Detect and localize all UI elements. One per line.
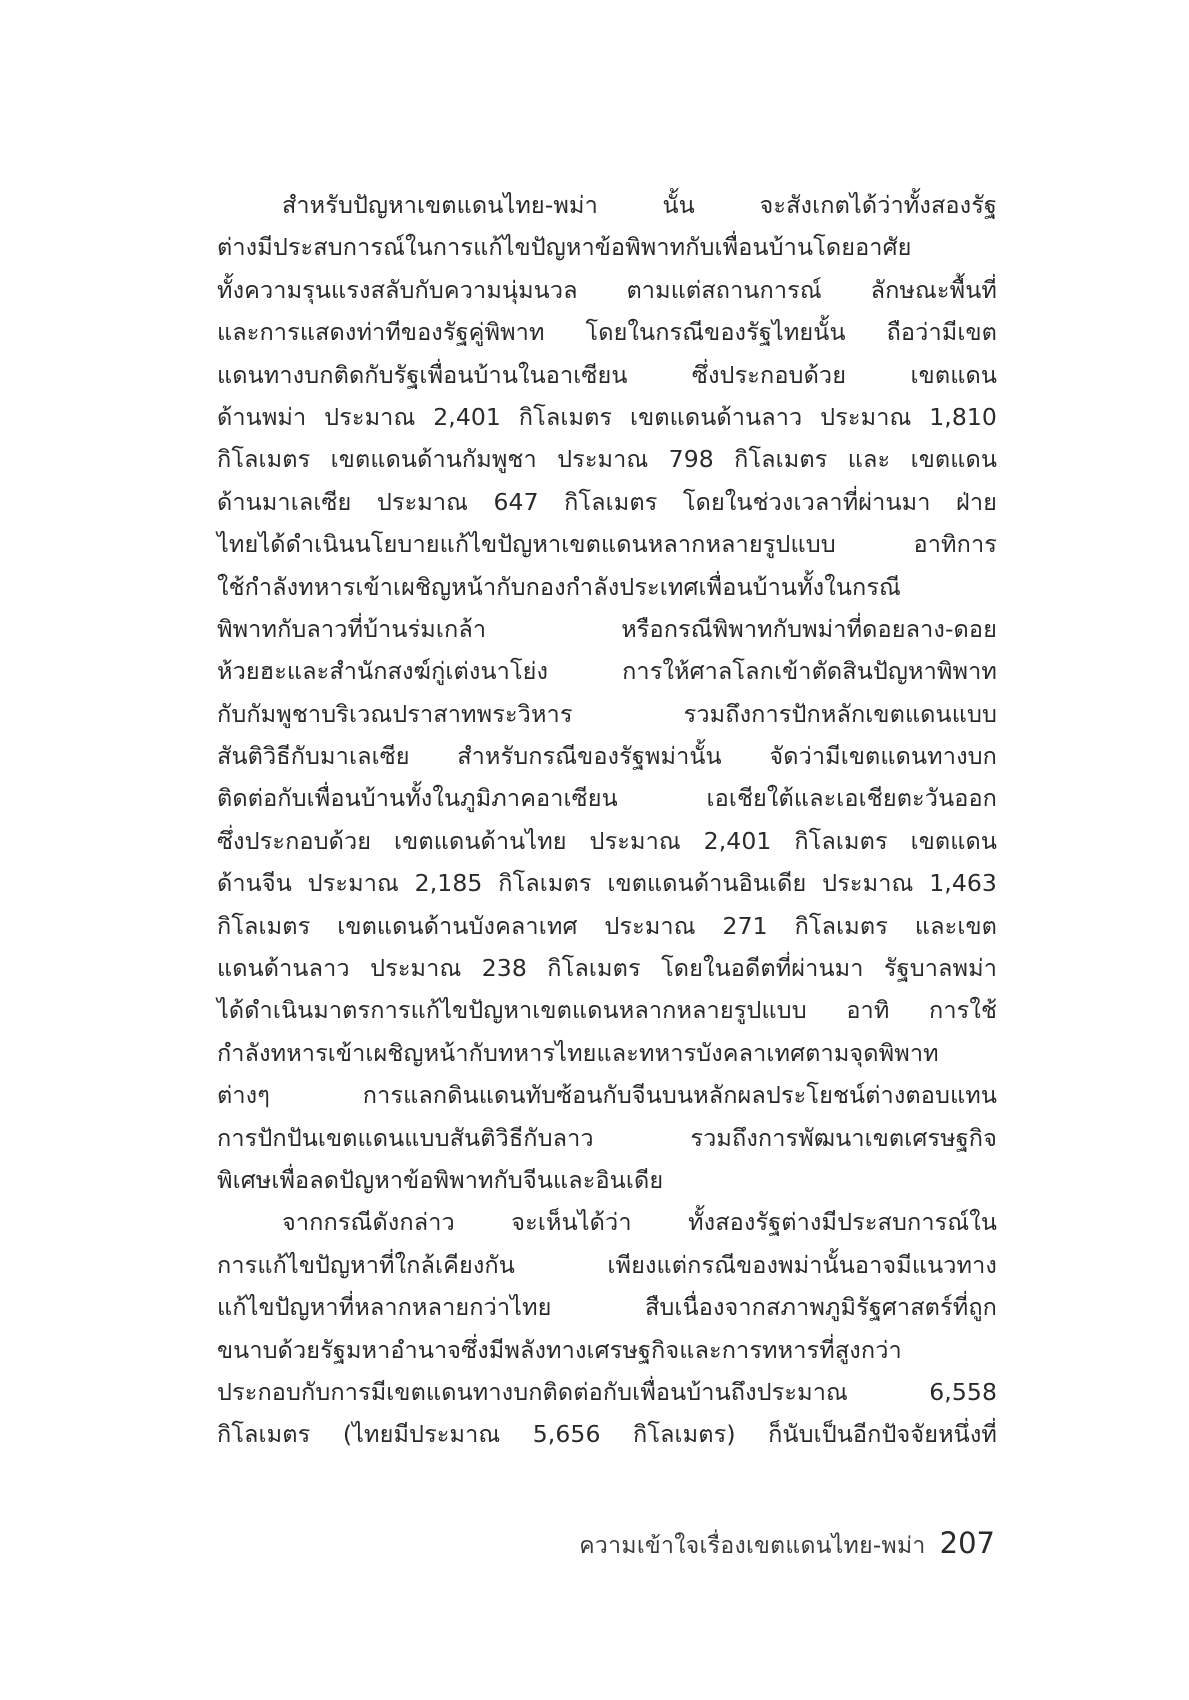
paragraph-1-line: พิเศษเพื่อลดปัญหาข้อพิพาทกับจีนและอินเดีย: [217, 1165, 664, 1194]
paragraph-1-line: กิโลเมตร เขตแดนด้านกัมพูชา ประมาณ 798 กิโลเมตร และ เขตแดน: [217, 445, 997, 474]
paragraph-1-line: การปักปันเขตแดนแบบสันติวิธีกับลาว รวมถึงการพัฒนาเขตเศรษฐกิจ: [217, 1123, 997, 1152]
paragraph-1-line: กำลังทหารเข้าเผชิญหน้ากับทหารไทยและทหารบังคลาเทศตามจุดพิพาท: [217, 1038, 939, 1067]
paragraph-2-line: กิโลเมตร (ไทยมีประมาณ 5,656 กิโลเมตร) ก็นับเป็นอีกปัจจัยหนึ่งที่: [217, 1420, 997, 1449]
paragraph-2-line: แก้ไขปัญหาที่หลากหลายกว่าไทย สืบเนื่องจากสภาพภูมิรัฐศาสตร์ที่ถูก: [217, 1293, 997, 1322]
paragraph-1-line: ใช้กำลังทหารเข้าเผชิญหน้ากับกองกำลังประเทศเพื่อนบ้านทั้งในกรณี: [217, 572, 901, 601]
page-footer: [579, 1526, 995, 1566]
paragraph-1-line: ได้ดำเนินมาตรการแก้ไขปัญหาเขตแดนหลากหลายรูปแบบ อาทิ การใช้: [217, 996, 997, 1025]
running-title: ความเข้าใจเรื่องเขตแดนไทย-พม่า: [579, 1533, 926, 1559]
body-text: [217, 184, 997, 1456]
page-number: 207: [939, 1526, 995, 1560]
paragraph-1-line: ด้านมาเลเซีย ประมาณ 647 กิโลเมตร โดยในช่วงเวลาที่ผ่านมา ฝ่าย: [217, 487, 997, 516]
paragraph-1-line: พิพาทกับลาวที่บ้านร่มเกล้า หรือกรณีพิพาทกับพม่าที่ดอยลาง-ดอย: [217, 614, 997, 643]
paragraph-1-line: กับกัมพูชาบริเวณปราสาทพระวิหาร รวมถึงการปักหลักเขตแดนแบบ: [217, 699, 997, 728]
paragraph-1-line: ต่างๆ การแลกดินแดนทับซ้อนกับจีนบนหลักผลประโยชน์ต่างตอบแทน: [217, 1081, 997, 1110]
paragraph-1-line: กิโลเมตร เขตแดนด้านบังคลาเทศ ประมาณ 271 กิโลเมตร และเขต: [217, 911, 997, 940]
paragraph-1-line: ต่างมีประสบการณ์ในการแก้ไขปัญหาข้อพิพาทกับเพื่อนบ้านโดยอาศัย: [217, 233, 912, 262]
paragraph-1-line: สำหรับปัญหาเขตแดนไทย-พม่า นั้น จะสังเกตได้ว่าทั้งสองรัฐ: [282, 191, 997, 219]
paragraph-1-line: ซึ่งประกอบด้วย เขตแดนด้านไทย ประมาณ 2,401 กิโลเมตร เขตแดน: [217, 826, 997, 855]
paragraph-2-line: ประกอบกับการมีเขตแดนทางบกติดต่อกับเพื่อนบ้านถึงประมาณ 6,558: [217, 1377, 997, 1406]
paragraph-1-line: สันติวิธีกับมาเลเซีย สำหรับกรณีของรัฐพม่านั้น จัดว่ามีเขตแดนทางบก: [217, 742, 997, 771]
paragraph-1-line: ด้านพม่า ประมาณ 2,401 กิโลเมตร เขตแดนด้านลาว ประมาณ 1,810: [217, 402, 997, 431]
paragraph-2-line: การแก้ไขปัญหาที่ใกล้เคียงกัน เพียงแต่กรณีของพม่านั้นอาจมีแนวทาง: [217, 1250, 997, 1279]
paragraph-1-line: ติดต่อกับเพื่อนบ้านทั้งในภูมิภาคอาเซียน เอเชียใต้และเอเชียตะวันออก: [217, 784, 997, 813]
paragraph-1-line: แดนทางบกติดกับรัฐเพื่อนบ้านในอาเซียน ซึ่งประกอบด้วย เขตแดน: [217, 360, 997, 389]
paragraph-2-line: ขนาบด้วยรัฐมหาอำนาจซึ่งมีพลังทางเศรษฐกิจและการทหารที่สูงกว่า: [217, 1335, 902, 1364]
paragraph-1-line: แดนด้านลาว ประมาณ 238 กิโลเมตร โดยในอดีตที่ผ่านมา รัฐบาลพม่า: [217, 954, 997, 983]
paragraph-2-line: จากกรณีดังกล่าว จะเห็นได้ว่า ทั้งสองรัฐต่างมีประสบการณ์ใน: [282, 1208, 997, 1237]
paragraph-1-line: ไทยได้ดำเนินนโยบายแก้ไขปัญหาเขตแดนหลากหลายรูปแบบ อาทิการ: [217, 530, 997, 559]
paragraph-1-line: ทั้งความรุนแรงสลับกับความนุ่มนวล ตามแต่สถานการณ์ ลักษณะพื้นที่: [217, 275, 997, 304]
paragraph-1-line: และการแสดงท่าทีของรัฐคู่พิพาท โดยในกรณีของรัฐไทยนั้น ถือว่ามีเขต: [217, 318, 997, 347]
paragraph-1-line: ห้วยฮะและสำนักสงฆ์กู่เต่งนาโย่ง การให้ศาลโลกเข้าตัดสินปัญหาพิพาท: [217, 657, 997, 686]
paragraph-1-line: ด้านจีน ประมาณ 2,185 กิโลเมตร เขตแดนด้านอินเดีย ประมาณ 1,463: [217, 869, 997, 898]
